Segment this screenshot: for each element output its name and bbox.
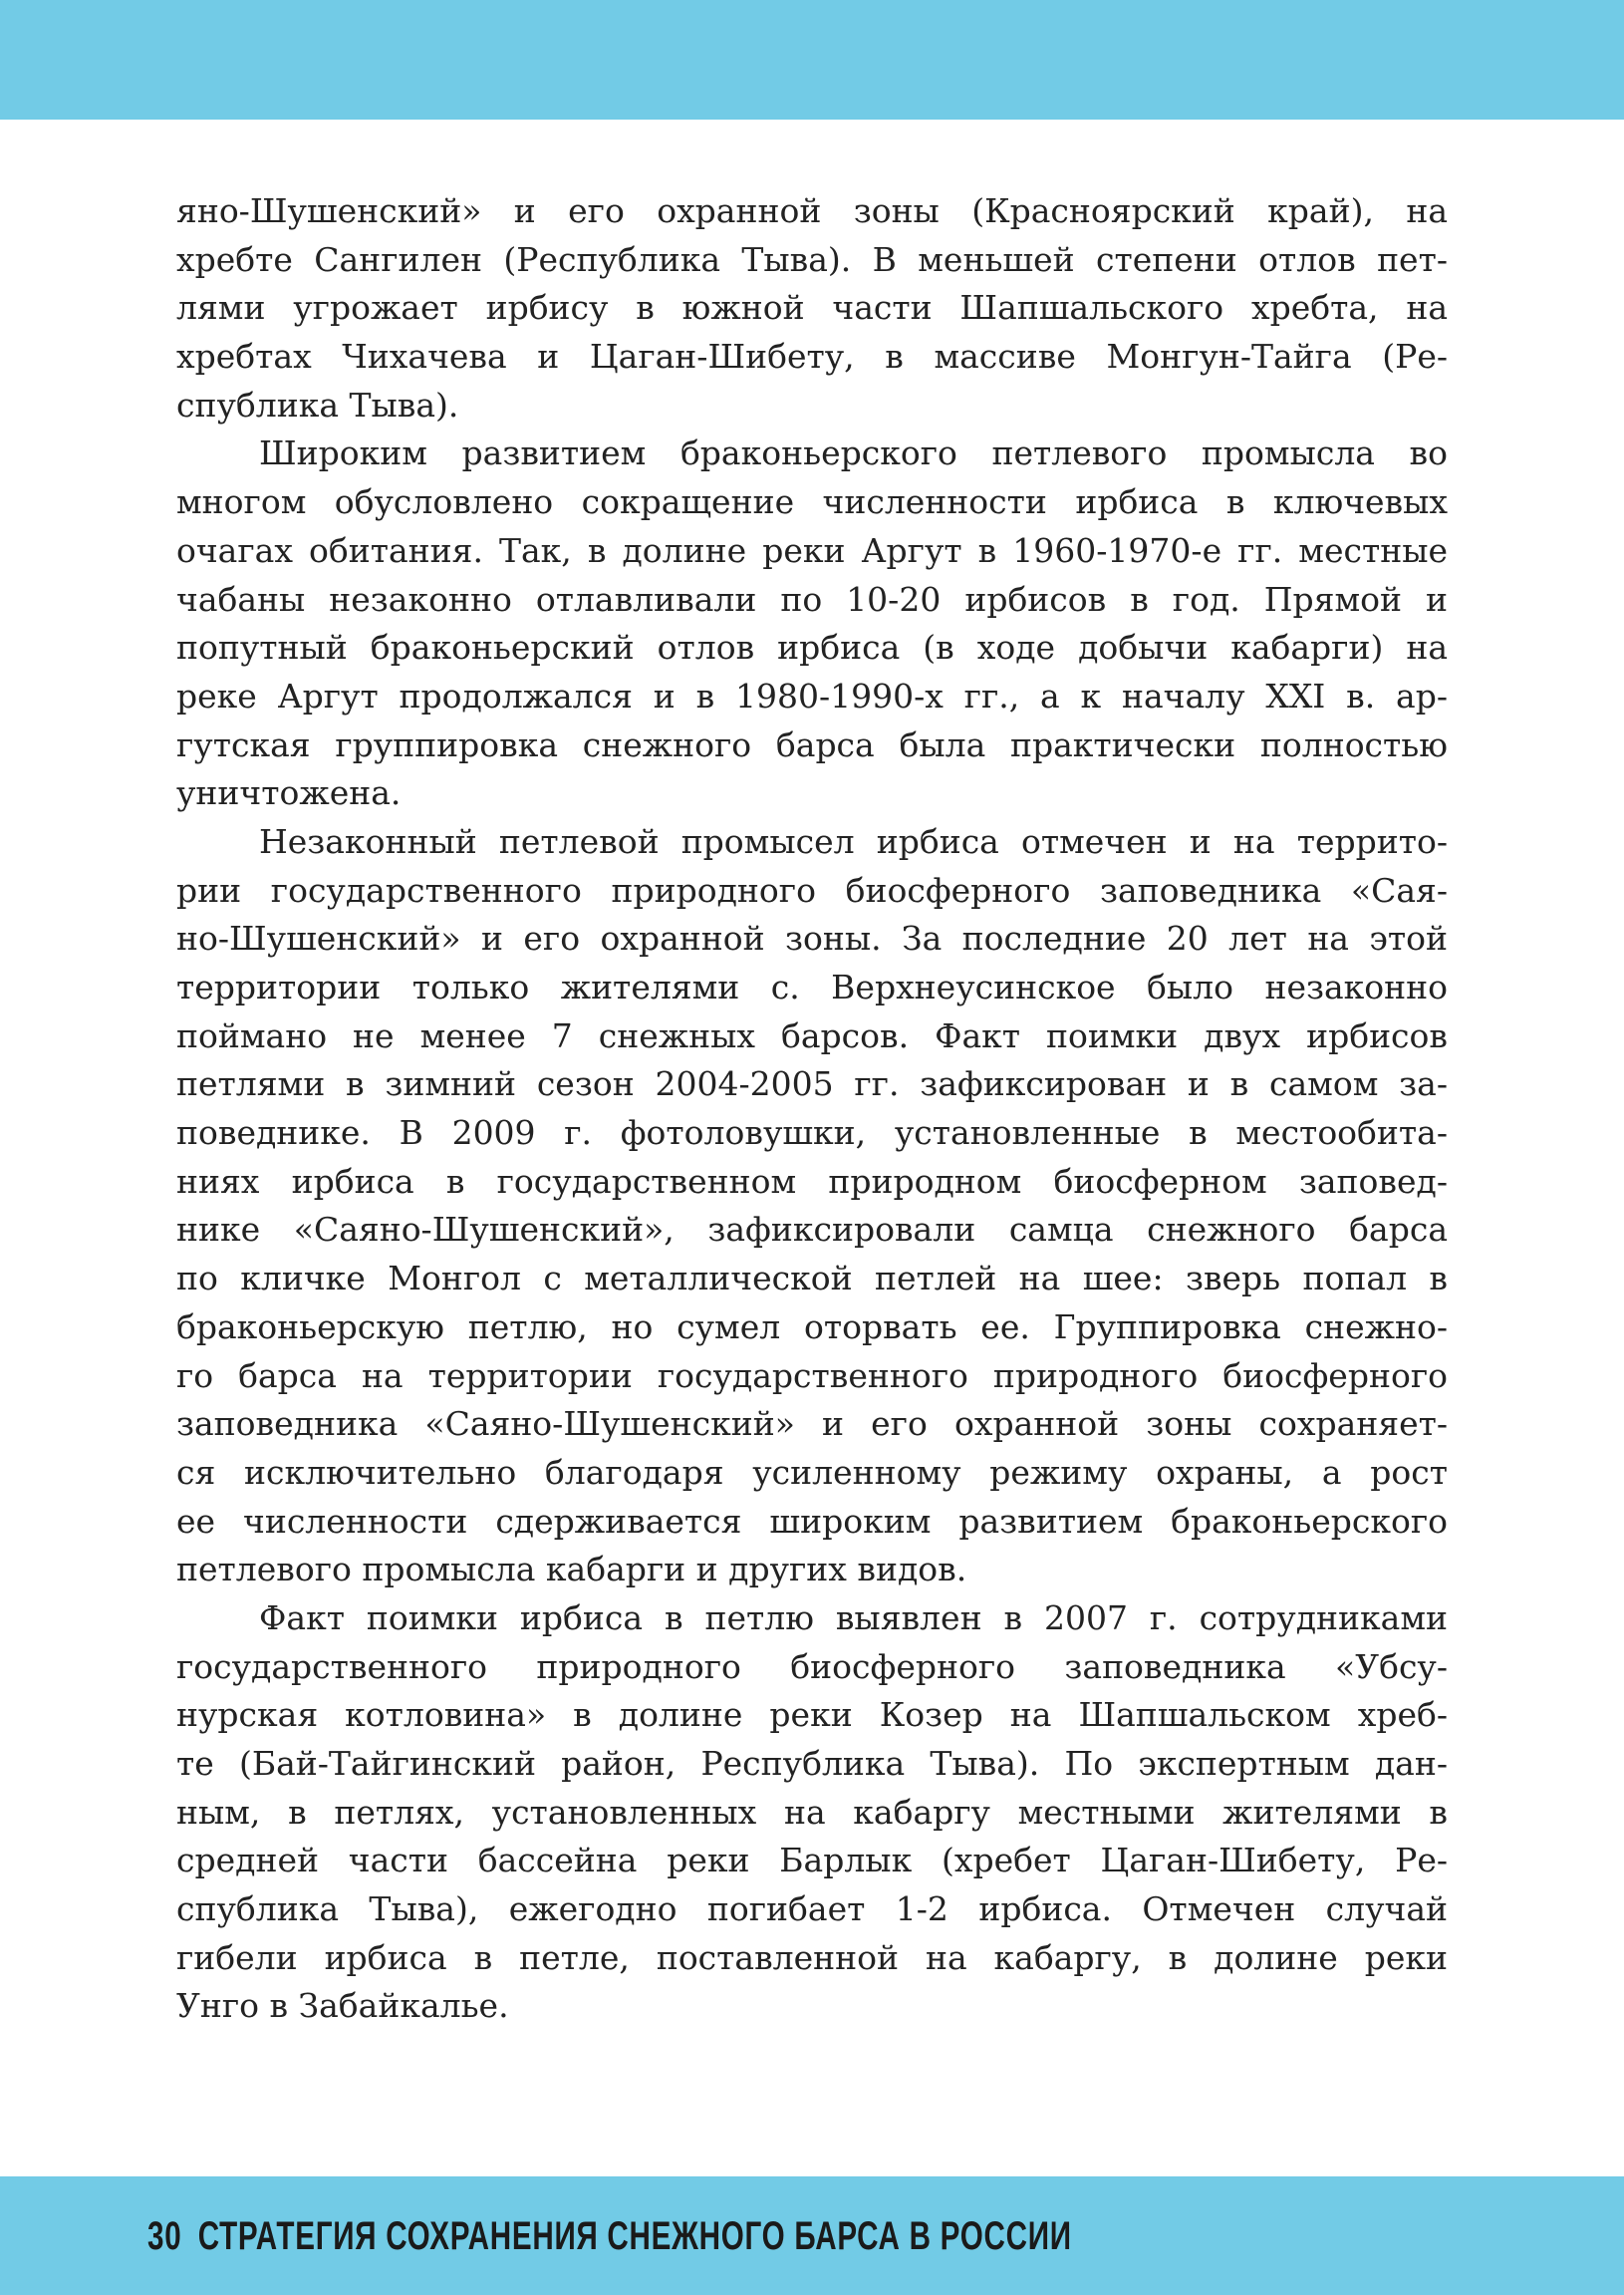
text-line: хребтах Чихачева и Цаган-Шибету, в массиве Монгун-Тайга (Ре- <box>176 337 1448 377</box>
paragraph <box>176 430 1448 818</box>
text-line: ниях ирбиса в государственном природном биосферном заповед- <box>176 1161 1448 1201</box>
text-line: гутская группировка снежного барса была практически полностью <box>176 724 1448 764</box>
text-line: ся исключительно благодаря усиленному режиму охраны, а рост <box>176 1452 1448 1492</box>
text-line: ным, в петлях, установленных на кабаргу местными жителями в <box>176 1792 1448 1832</box>
text-line: Факт поимки ирбиса в петлю выявлен в 2007 г. сотрудниками <box>259 1597 1448 1637</box>
text-line: те (Бай-Тайгинский район, Республика Тыва). По экспертным дан- <box>176 1744 1448 1783</box>
text-line: ее численности сдерживается широким развитием браконьерского <box>176 1501 1448 1541</box>
text-line: нурская котловина» в долине реки Козер на Шапшальском хреб- <box>176 1695 1448 1735</box>
text-line: Унго в Забайкалье. <box>176 1986 509 2026</box>
text-line: очагах обитания. Так, в долине реки Аргут в 1960-1970-е гг. местные <box>176 530 1448 570</box>
text-line: средней части бассейна реки Барлык (хребет Цаган-Шибету, Ре- <box>176 1841 1448 1880</box>
text-line: попутный браконьерский отлов ирбиса (в ходе добычи кабарги) на <box>176 628 1448 668</box>
header-band <box>0 0 1624 120</box>
text-line: реке Аргут продолжался и в 1980-1990-х гг., а к началу XXI в. ар- <box>176 676 1448 716</box>
text-line: спублика Тыва). <box>176 385 459 425</box>
paragraph <box>176 1594 1448 2031</box>
text-line: яно-Шушенский» и его охранной зоны (Красноярский край), на <box>176 191 1448 230</box>
text-line: территории только жителями с. Верхнеусинское было незаконно <box>176 968 1448 1006</box>
text-line: нике «Саяно-Шушенский», зафиксировали самца снежного барса <box>176 1210 1448 1250</box>
text-line: чабаны незаконно отлавливали по 10-20 ирбисов в год. Прямой и <box>176 579 1448 619</box>
text-line: петлевого промысла кабарги и других видов. <box>176 1550 967 1589</box>
text-line: многом обусловлено сокращение численности ирбиса в ключевых <box>176 482 1448 522</box>
text-line: петлями в зимний сезон 2004-2005 гг. зафиксирован и в самом за- <box>176 1064 1448 1104</box>
text-line: рии государственного природного биосферного заповедника «Сая- <box>176 870 1448 910</box>
running-title: СТРАТЕГИЯ СОХРАНЕНИЯ СНЕЖНОГО БАРСА В РОССИИ <box>197 2214 1072 2258</box>
text-line: по кличке Монгол с металлической петлей на шее: зверь попал в <box>176 1259 1448 1298</box>
text-line: заповедника «Саяно-Шушенский» и его охранной зоны сохраняет- <box>176 1404 1448 1444</box>
text-line: Незаконный петлевой промысел ирбиса отмечен и на террито- <box>259 821 1448 861</box>
text-line: браконьерскую петлю, но сумел оторвать ее. Группировка снежно- <box>176 1306 1448 1346</box>
text-line: государственного природного биосферного заповедника «Убсу- <box>176 1646 1448 1686</box>
paragraph <box>176 818 1448 1594</box>
text-line: уничтожена. <box>176 773 402 813</box>
text-line: лями угрожает ирбису в южной части Шапшальского хребта, на <box>176 288 1448 328</box>
text-line: Широким развитием браконьерского петлевого промысла во <box>259 433 1448 473</box>
text-line: хребте Сангилен (Республика Тыва). В меньшей степени отлов пет- <box>176 239 1448 279</box>
text-line: но-Шушенский» и его охранной зоны. За последние 20 лет на этой <box>176 919 1448 959</box>
paragraph <box>176 187 1448 430</box>
text-line: поймано не менее 7 снежных барсов. Факт поимки двух ирбисов <box>176 1015 1448 1055</box>
running-footer <box>147 2210 1072 2262</box>
page-number: 30 <box>147 2214 182 2258</box>
text-line: спублика Тыва), ежегодно погибает 1-2 ирбиса. Отмечен случай <box>176 1889 1448 1929</box>
text-line: поведнике. В 2009 г. фотоловушки, установленные в местообита- <box>176 1113 1448 1153</box>
text-line: гибели ирбиса в петле, поставленной на кабаргу, в долине реки <box>176 1937 1448 1977</box>
body-text <box>176 187 1448 2031</box>
text-line: го барса на территории государственного природного биосферного <box>176 1355 1448 1395</box>
